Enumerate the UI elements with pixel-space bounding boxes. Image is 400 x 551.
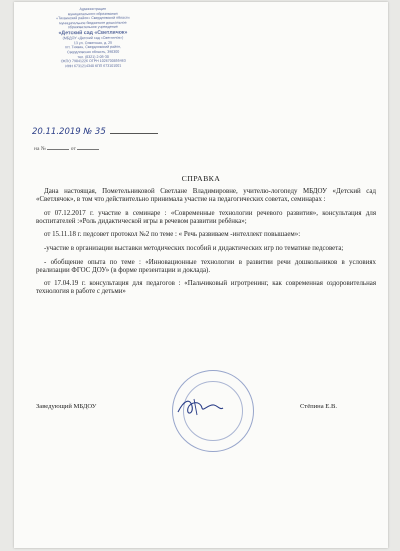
body-paragraph: - обобщение опыта по теме : «Инновационные технологии в развитии речи дошкольников в условиях реализации ФГОС ДОУ» (в форме презентации и доклада). [36,258,376,274]
stamp-line: «Тихвинский район» Свердловской области [56,15,130,21]
stamp-line: ОКПО 79841226 ОГРН 1026700855463 [60,58,126,64]
underline [110,133,158,134]
underline [77,149,99,150]
handwritten-number: 35 [94,127,106,137]
signer-name: Стёпина Е.В. [300,403,338,410]
stamp-line: ИНН 6731214340 КПП 673101001 [65,63,122,68]
body-paragraph: от 07.12.2017 г. участие в семинаре : «Современные технологии речевого развития», консультация для воспитателей :«Роль дидактической игры в речевом развитии ребёнка»; [36,209,376,225]
stamp-line: Свердловская область, 398300 [67,49,120,55]
reference-prefix: на № [34,146,47,152]
stamp-line: Администрация [79,6,106,12]
stamp-line: 13 ул. Советская, д. 25 [73,40,113,45]
document-page [14,2,388,548]
stamp-line: (МБДОУ «Детский сад «Светлячок») [62,35,124,41]
stamp-line: образовательное учреждение [67,25,118,30]
stamp-line: «Детский сад «Светлячок» [58,29,128,37]
stamp-line: муниципального образования [67,11,118,16]
handwritten-date: 20.11.2019 [32,127,81,137]
handwritten-date-number: 20.11.2019 № 35 [32,127,158,137]
body-paragraph: от 15.11.18 г. педсовет протокол №2 по теме : « Речь развиваем -интеллект повышаем»: [44,231,301,239]
reference-from: от [70,146,76,152]
stamp-line: пгт. Тихвин, Свердловский район, [65,45,122,50]
stamp-line: муниципальное бюджетное дошкольное [59,20,127,26]
underline [47,149,69,150]
handwritten-signature [174,396,226,418]
stamp-line: тел. (8321) 2-05-30 [77,54,109,59]
body-paragraph: от 17.04.19 г. консультация для педагогов : «Пальчиковый игротренинг, как современная оздоровительная технология в работе с детьми» [36,280,376,296]
document-body [36,188,376,302]
body-paragraph: Дана настоящая, Пометельниковой Светлане Владимировне, учителю-логопеду МБДОУ «Детский сад «Светлячок», в том что действительно принимала участие на педагогических советах, семинарах : [36,188,376,204]
signature-block [14,392,388,467]
body-paragraph: -участие в организации выставки методических пособий и дидактических игр по тематике педсовета; [44,244,344,252]
document-title: СПРАВКА [181,174,221,183]
reference-line [34,146,99,152]
organization-stamp [34,6,153,68]
signer-position: Заведующий МБДОУ [36,403,97,410]
